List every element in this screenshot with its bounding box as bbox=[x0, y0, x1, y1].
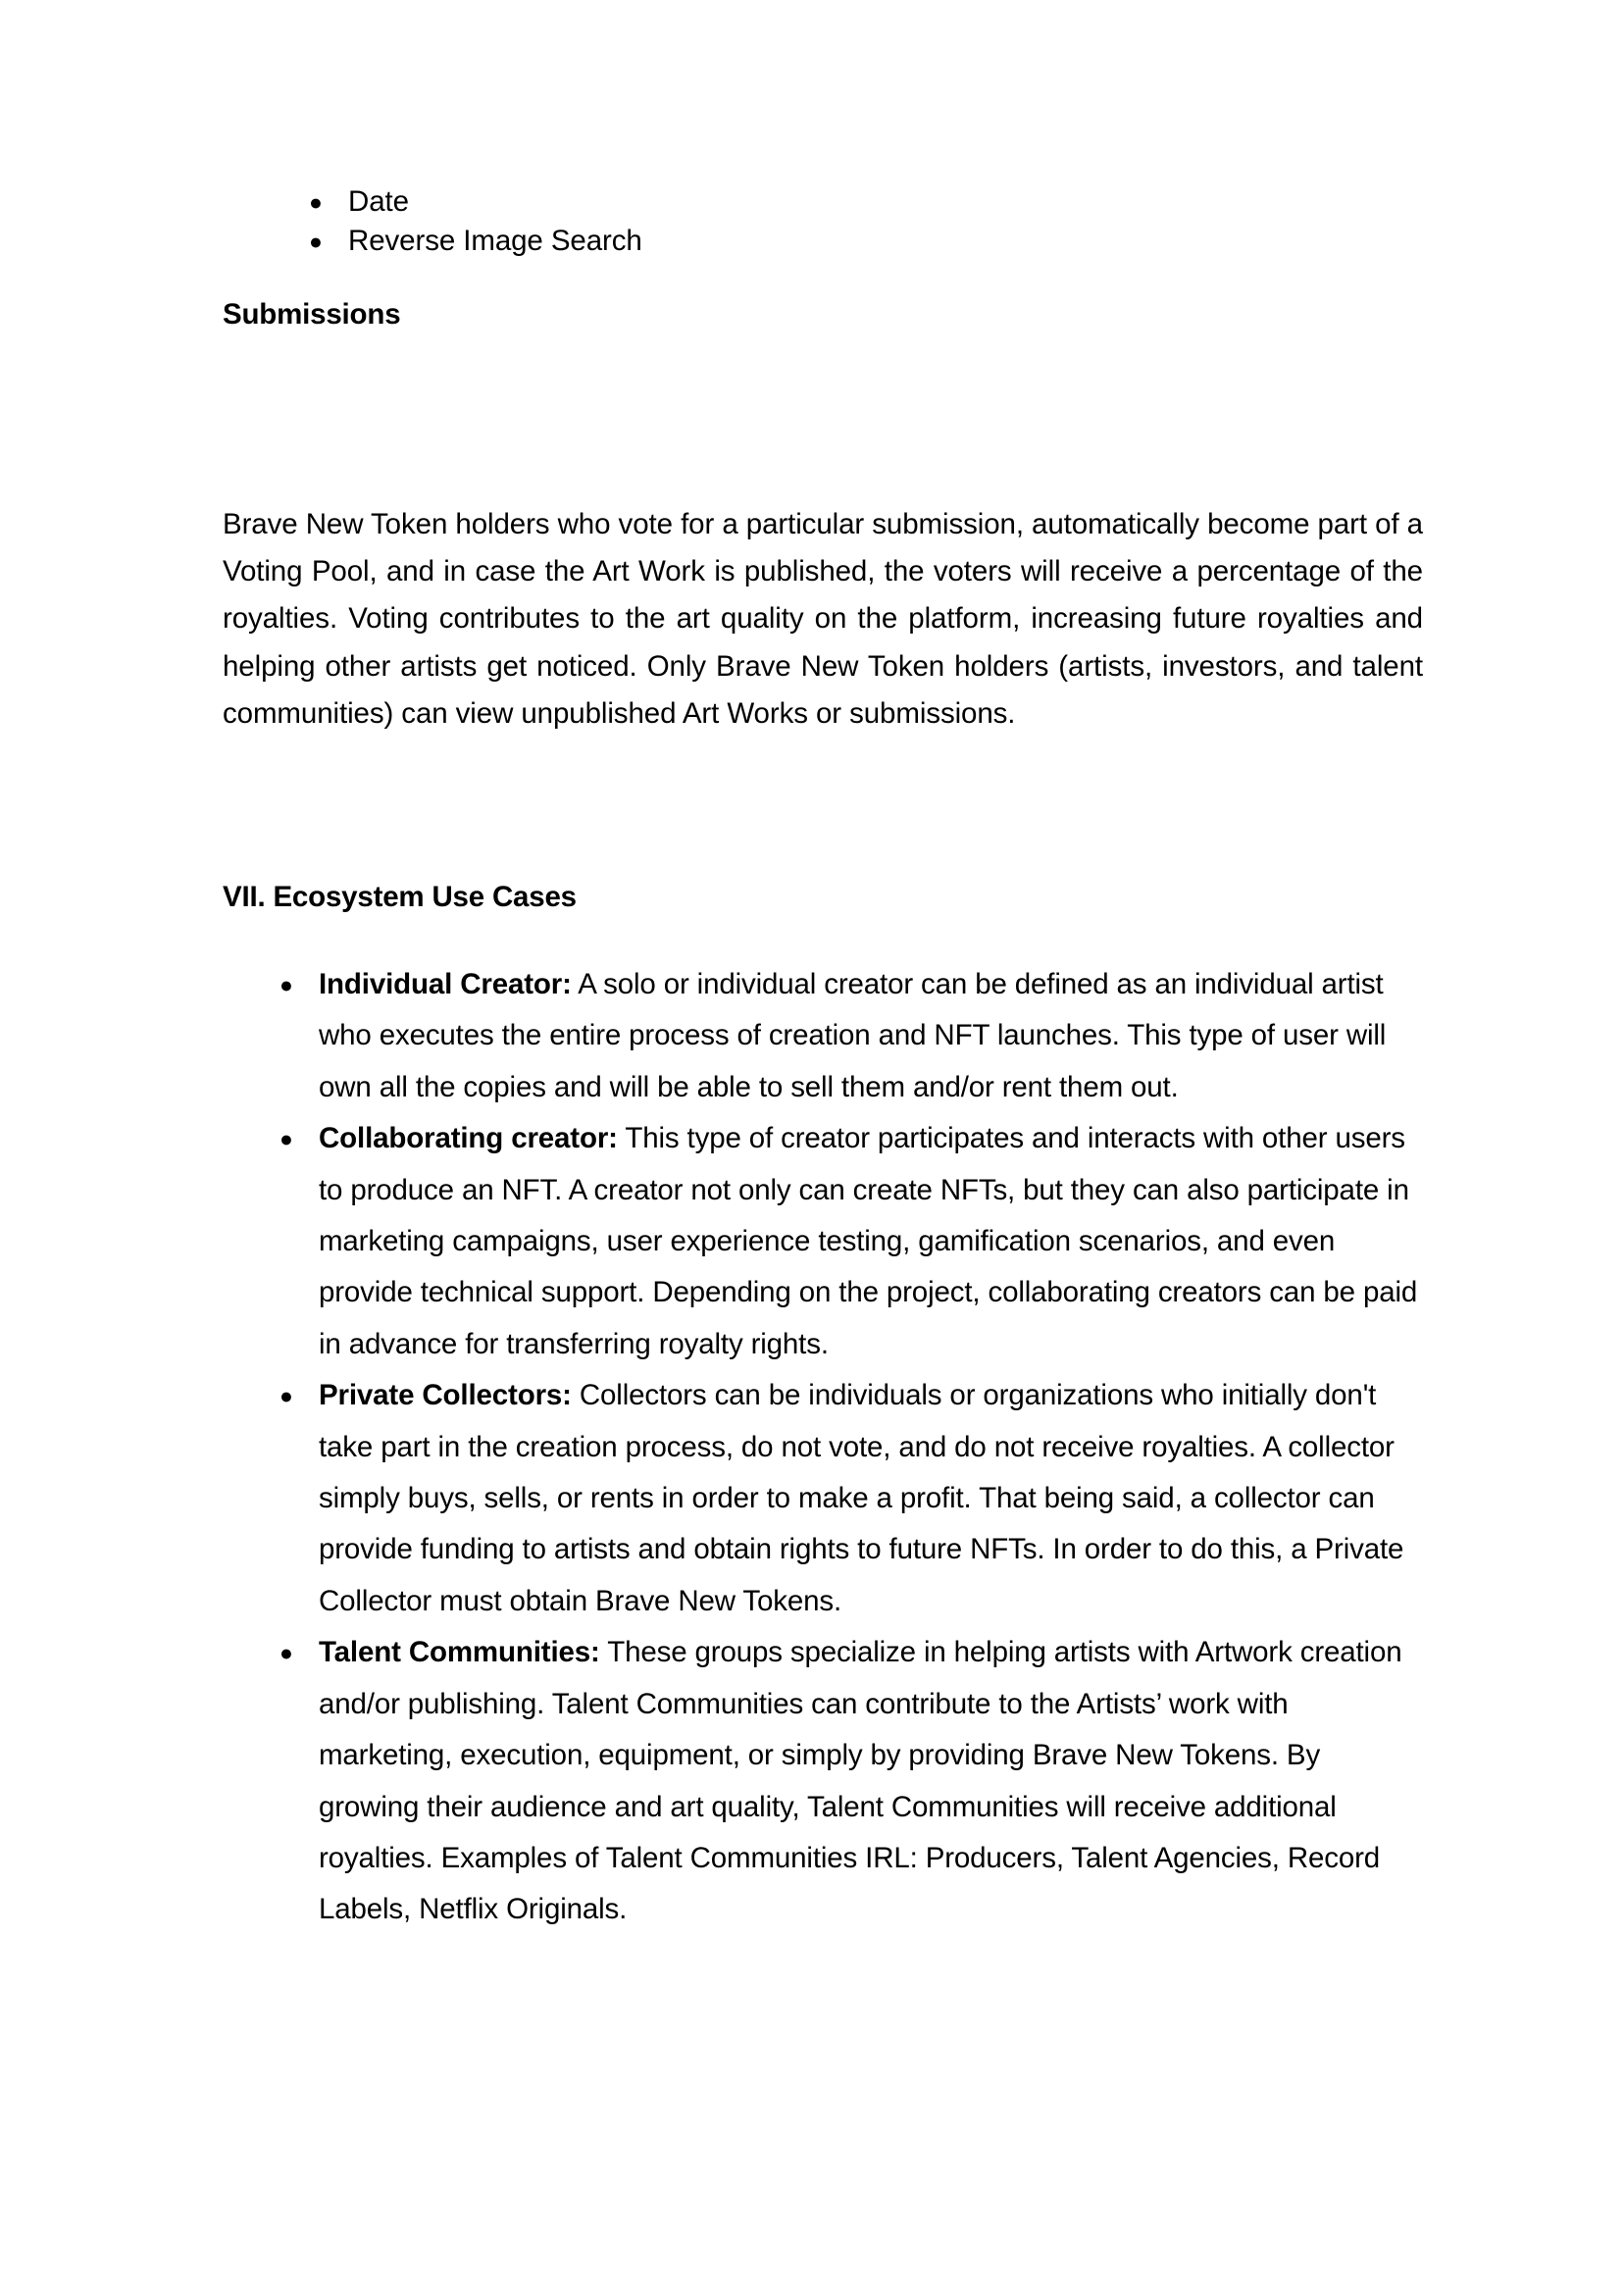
list-item-label: Date bbox=[348, 185, 409, 218]
list-item bbox=[279, 1113, 1423, 1370]
use-case-description: A solo or individual creator can be defined as an individual artist who executes the entire process of creation and NFT launches. This type of user will own all the copies and will be able to sell them and/or rent them out. bbox=[319, 968, 1387, 1103]
list-item-label: Reverse Image Search bbox=[348, 225, 642, 257]
bullet-icon: ● bbox=[309, 229, 323, 254]
use-case-description: This type of creator participates and interacts with other users to produce an NFT. A creator not only can create NFTs, but they can also participate in marketing campaigns, user experience testing, gamification scenarios, and even provide technical support. Depending on the project, collaborating creators can be paid in advance for transferring royalty rights. bbox=[319, 1122, 1418, 1360]
bullet-icon: ● bbox=[279, 1126, 293, 1152]
bullet-icon: ● bbox=[279, 1640, 293, 1666]
use-case-description: These groups specialize in helping artists with Artwork creation and/or publishing. Talent Communities can contribute to the Artists’ work with marketing, execution, equipment, or simply by providing Brave New Tokens. By growing their audience and art quality, Talent Communities will receive additional royalties. Examples of Talent Communities IRL: Producers, Talent Agencies, Record Labels, Netflix Originals. bbox=[319, 1636, 1402, 1926]
bullet-icon: ● bbox=[279, 972, 293, 997]
submissions-subheading: Submissions bbox=[223, 298, 401, 331]
list-item bbox=[279, 959, 1423, 1113]
continued-bullet-list bbox=[309, 182, 1423, 261]
submissions-body-paragraph: Brave New Token holders who vote for a particular submission, automatically become part of a Voting Pool, and in case the Art Work is published, the voters will receive a percentage of the royalties. Voting contributes to the art quality on the platform, increasing future royalties and helping other artists get noticed. Only Brave New Token holders (artists, investors, and talent communities) can view unpublished Art Works or submissions. bbox=[223, 507, 1423, 731]
use-case-term: Individual Creator: bbox=[319, 968, 572, 1000]
list-item bbox=[309, 222, 1423, 261]
use-case-description: Collectors can be individuals or organizations who initially don't take part in the creation process, do not vote, and do not receive royalties. A collector simply buys, sells, or rents in order to make a profit. That being said, a collector can provide funding to artists and obtain rights to future NFTs. In order to do this, a Private Collector must obtain Brave New Tokens. bbox=[319, 1379, 1404, 1617]
list-item bbox=[279, 1627, 1423, 1935]
bullet-icon: ● bbox=[279, 1383, 293, 1409]
use-case-term: Talent Communities: bbox=[319, 1636, 600, 1669]
use-case-term: Collaborating creator: bbox=[319, 1122, 618, 1155]
section-heading-ecosystem-use-cases: VII. Ecosystem Use Cases bbox=[223, 881, 577, 913]
use-case-term: Private Collectors: bbox=[319, 1379, 572, 1412]
ecosystem-use-cases-list bbox=[279, 959, 1423, 1936]
bullet-icon: ● bbox=[309, 189, 323, 215]
list-item bbox=[309, 182, 1423, 222]
list-item bbox=[279, 1370, 1423, 1627]
